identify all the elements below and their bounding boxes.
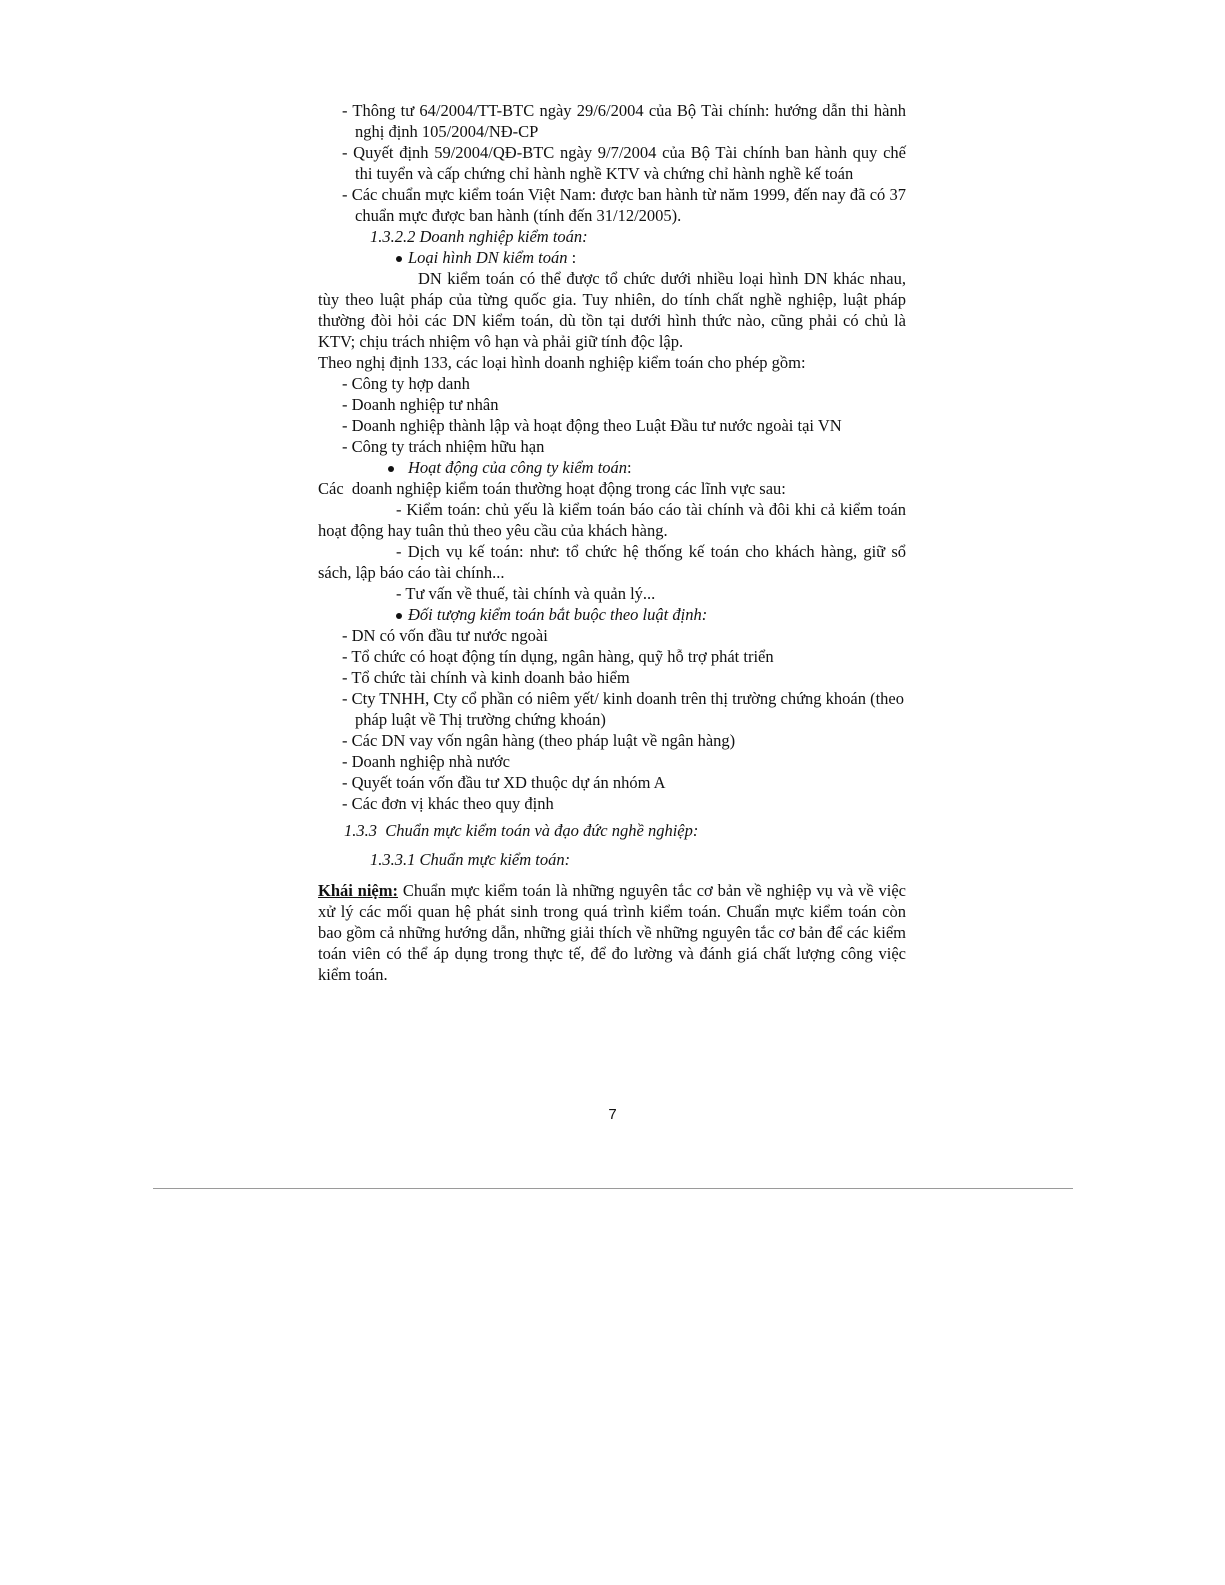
paragraph-dn-kiem-toan: DN kiểm toán có thể được tổ chức dưới nhiều loại hình DN khác nhau, tùy theo luật pháp của từng quốc gia. Tuy nhiên, do tính chất nghề nghiệp, luật pháp thường đòi hỏi các DN kiểm toán, dù tồn tại dưới hình thức nào, cũng phải có chủ là KTV; chịu trách nhiệm vô hạn và phải giữ tính độc lập.	[318, 269, 906, 351]
paragraph-activity-accounting: - Dịch vụ kế toán: như: tổ chức hệ thống kế toán cho khách hàng, giữ sổ sách, lập báo cáo tài chính...	[318, 542, 906, 582]
list-item-subject-2: - Tổ chức có hoạt động tín dụng, ngân hàng, quỹ hỗ trợ phát triển	[342, 647, 774, 666]
section-heading-133: 1.3.3 Chuẩn mực kiểm toán và đạo đức nghề nghiệp:	[344, 821, 699, 840]
list-item-subject-3: - Tổ chức tài chính và kinh doanh bảo hiểm	[342, 668, 630, 687]
paragraph-linh-vuc: Các doanh nghiệp kiểm toán thường hoạt động trong các lĩnh vực sau:	[318, 479, 786, 498]
page-number: 7	[608, 1106, 617, 1123]
paragraph-activity-audit: - Kiểm toán: chủ yếu là kiểm toán báo cáo tài chính và đôi khi cả kiểm toán hoạt động hay tuân thủ theo yêu cầu của khách hàng.	[318, 500, 906, 540]
paragraph-khai-niem	[318, 880, 906, 985]
list-item-type-3: - Doanh nghiệp thành lập và hoạt động theo Luật Đầu tư nước ngoài tại VN	[342, 416, 842, 435]
concept-label: Khái niệm:	[318, 881, 398, 900]
list-item-subject-1: - DN có vốn đầu tư nước ngoài	[342, 626, 548, 645]
list-item-subject-6: - Doanh nghiệp nhà nước	[342, 752, 510, 771]
list-item-subject-7: - Quyết toán vốn đầu tư XD thuộc dự án nhóm A	[342, 773, 666, 792]
bullet-hoat-dong-label: Hoạt động của công ty kiểm toán	[408, 458, 628, 477]
list-item-type-4: - Công ty trách nhiệm hữu hạn	[342, 437, 545, 456]
bullet-doi-tuong	[318, 604, 906, 625]
bullet-icon	[396, 256, 402, 262]
bullet-hoat-dong	[318, 457, 906, 478]
list-item-thong-tu: - Thông tư 64/2004/TT-BTC ngày 29/6/2004 của Bộ Tài chính: hướng dẫn thi hành nghị định 105/2004/NĐ-CP	[342, 101, 906, 141]
list-item-subject-8: - Các đơn vị khác theo quy định	[342, 794, 554, 813]
bullet-icon	[388, 466, 394, 472]
list-item-type-1: - Công ty hợp danh	[342, 374, 470, 393]
section-heading-1331: 1.3.3.1 Chuẩn mực kiểm toán:	[370, 850, 571, 869]
bullet-loai-hinh-suffix: :	[567, 248, 577, 267]
document-body	[318, 100, 906, 985]
bullet-loai-hinh-label: Loại hình DN kiểm toán	[408, 248, 568, 267]
paragraph-activity-consulting: - Tư vấn về thuế, tài chính và quản lý...	[396, 584, 656, 603]
list-item-type-2: - Doanh nghiệp tư nhân	[342, 395, 499, 414]
bullet-icon	[396, 613, 402, 619]
page-divider	[153, 1188, 1073, 1189]
list-item-subject-5: - Các DN vay vốn ngân hàng (theo pháp luật về ngân hàng)	[342, 731, 736, 750]
paragraph-nghi-dinh: Theo nghị định 133, các loại hình doanh nghiệp kiểm toán cho phép gồm:	[318, 353, 806, 372]
bullet-doi-tuong-label: Đối tượng kiểm toán bắt buộc theo luật định:	[408, 605, 708, 624]
section-heading-1322: 1.3.2.2 Doanh nghiệp kiểm toán:	[370, 227, 588, 246]
list-item-quyet-dinh: - Quyết định 59/2004/QĐ-BTC ngày 9/7/2004 của Bộ Tài chính ban hành quy chế thi tuyển và cấp chứng chỉ hành nghề KTV và chứng chỉ hành nghề kế toán	[342, 143, 906, 183]
concept-text: Chuẩn mực kiểm toán là những nguyên tắc cơ bản về nghiệp vụ và về việc xử lý các mối quan hệ phát sinh trong quá trình kiểm toán. Chuẩn mực kiểm toán còn bao gồm cả những hướng dẫn, những giải thích về những nguyên tắc cơ bản để các kiểm toán viên có thể áp dụng trong thực tế, để đo lường và đánh giá chất lượng công việc kiểm toán.	[318, 881, 906, 984]
bullet-loai-hinh	[318, 247, 906, 268]
bullet-hoat-dong-suffix: :	[627, 458, 632, 477]
list-item-chuan-muc: - Các chuẩn mực kiểm toán Việt Nam: được ban hành từ năm 1999, đến nay đã có 37 chuẩn mực được ban hành (tính đến 31/12/2005).	[342, 185, 906, 225]
list-item-subject-4: - Cty TNHH, Cty cổ phần có niêm yết/ kinh doanh trên thị trường chứng khoán (theo pháp luật về Thị trường chứng khoán)	[342, 689, 904, 729]
